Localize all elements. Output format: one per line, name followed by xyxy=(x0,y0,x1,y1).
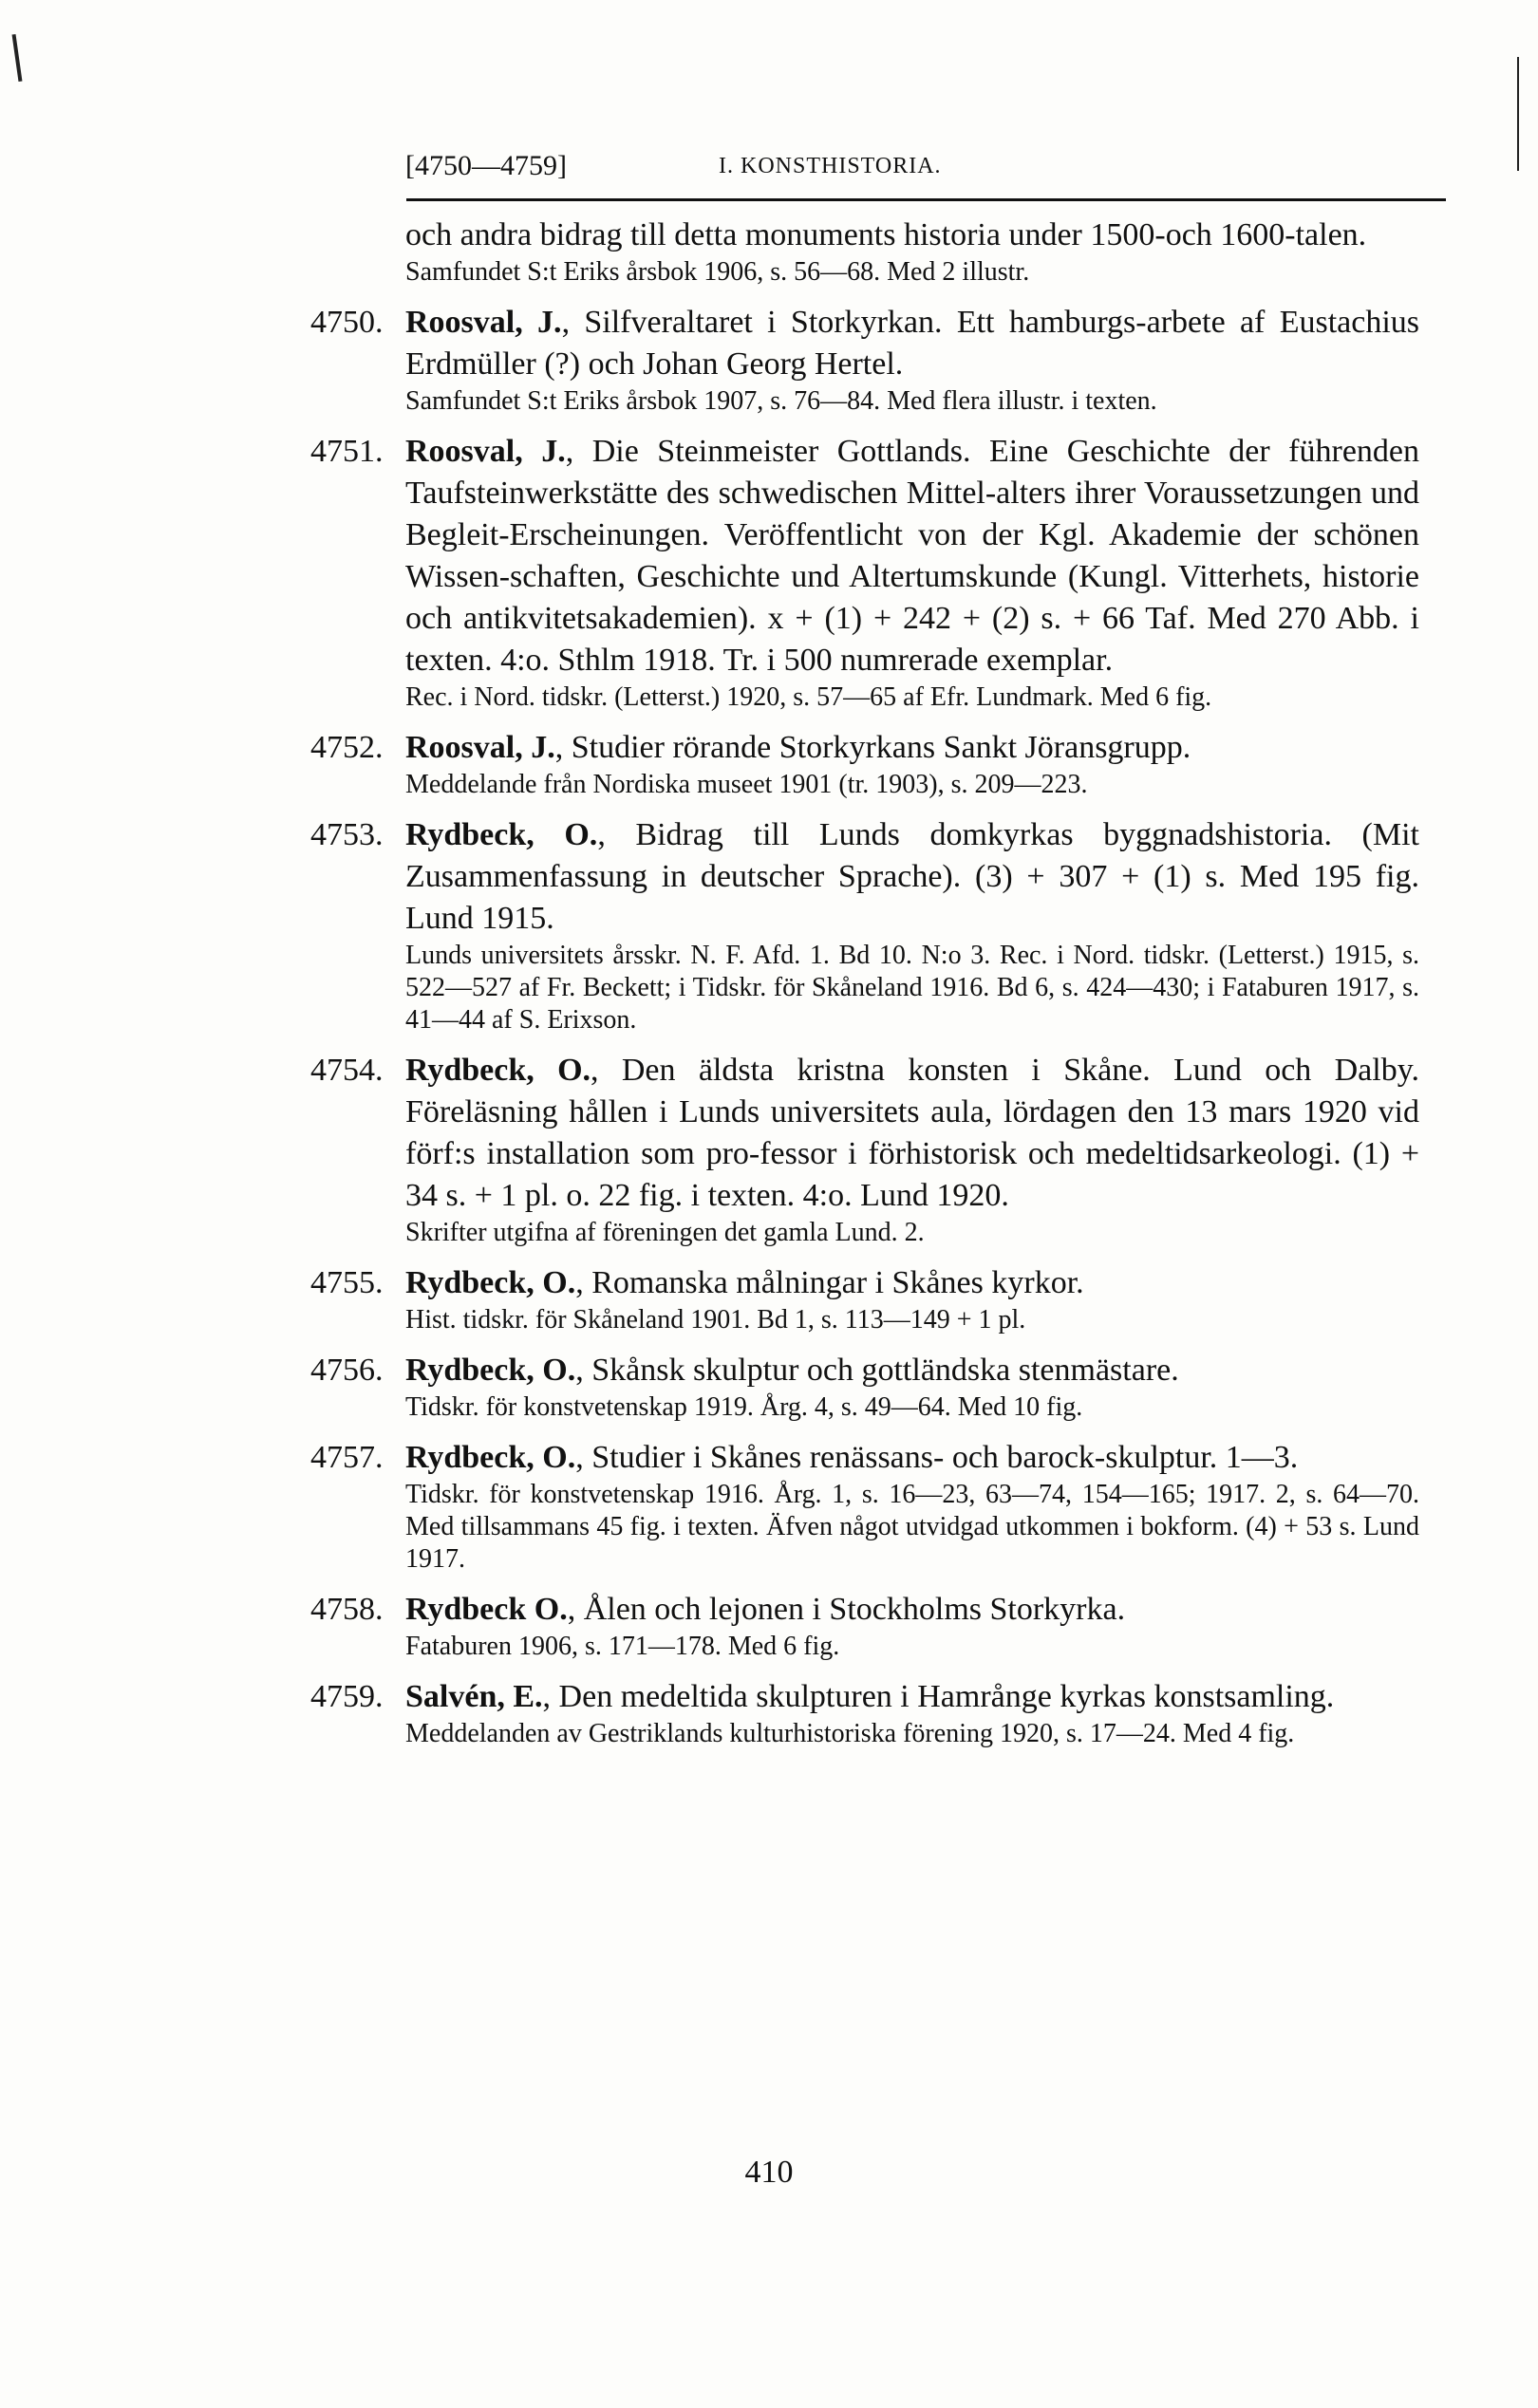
entry-author: Rydbeck O. xyxy=(405,1592,568,1627)
entry-author: Roosval, J. xyxy=(405,434,566,469)
entry-4759 xyxy=(310,1676,1419,1750)
entry-note: Tidskr. för konstvetenskap 1919. Årg. 4, s. 49—64. Med 10 fig. xyxy=(405,1392,1083,1422)
entry-note: Hist. tidskr. för Skåneland 1901. Bd 1, s. 113—149 + 1 pl. xyxy=(405,1305,1026,1335)
entry-title: , Romanska målningar i Skånes kyrkor. xyxy=(575,1265,1084,1300)
entry-note: Tidskr. för konstvetenskap 1916. Årg. 1, s. 16—23, 63—74, 154—165; 1917. 2, s. 64—70. Med tillsammans 45 fig. i texten. Äfven något utvidgad utkommen i bokform. (4) + 53 s. Lund 1917. xyxy=(405,1480,1419,1574)
entry-note: Lunds universitets årsskr. N. F. Afd. 1. Bd 10. N:o 3. Rec. i Nord. tidskr. (Letterst.) 1915, s. 522—527 af Fr. Beckett; i Tidskr. för Skåneland 1916. Bd 6, s. 424—430; i Fataburen 1917, s. 41—44 af S. Erixson. xyxy=(405,941,1419,1035)
bibliography-list xyxy=(310,215,1420,1764)
entry-4752 xyxy=(310,727,1419,801)
entry-title: , Skånsk skulptur och gottländska stenmästare. xyxy=(575,1353,1179,1388)
page-number: 410 xyxy=(744,2155,794,2190)
entry-number: 4754. xyxy=(310,1053,384,1088)
entry-range: [4750—4759] xyxy=(405,150,567,181)
entry-author: Rydbeck, O. xyxy=(405,1353,576,1388)
entry-title: , Den medeltida skulpturen i Hamrånge kyrkas konstsamling. xyxy=(542,1679,1335,1714)
entry-note: Skrifter utgifna af föreningen det gamla Lund. 2. xyxy=(405,1218,925,1247)
entry-title: , Ålen och lejonen i Stockholms Storkyrka. xyxy=(567,1592,1126,1627)
entry-number: 4755. xyxy=(310,1265,384,1300)
entry-4750 xyxy=(310,302,1420,418)
entry-title: , Bidrag till Lunds domkyrkas byggnadshistoria. (Mit Zusammenfassung in deutscher Sprache). (3) + 307 + (1) s. Med 195 fig. Lund 1915. xyxy=(405,817,1419,936)
entry-4758 xyxy=(310,1589,1419,1663)
entry-4755 xyxy=(310,1262,1419,1336)
entry-4754 xyxy=(310,1050,1419,1249)
entry-4757 xyxy=(310,1437,1419,1576)
header-rule xyxy=(406,198,1446,201)
entry-number: 4758. xyxy=(310,1592,384,1627)
entry-number: 4759. xyxy=(310,1679,384,1714)
entry-continuation xyxy=(405,215,1419,289)
running-header xyxy=(405,150,1450,192)
entry-author: Rydbeck, O. xyxy=(405,1053,591,1088)
entry-text: och andra bidrag till detta monuments historia under 1500-och 1600-talen. xyxy=(405,217,1367,252)
entry-author: Roosval, J. xyxy=(405,730,555,765)
entry-number: 4757. xyxy=(310,1440,384,1475)
entry-author: Salvén, E. xyxy=(405,1679,543,1714)
entry-title: , Studier i Skånes renässans- och barock-skulptur. 1—3. xyxy=(575,1440,1299,1475)
entry-note: Samfundet S:t Eriks årsbok 1907, s. 76—84. Med flera illustr. i texten. xyxy=(405,386,1157,416)
entry-title: , Studier rörande Storkyrkans Sankt Jöransgrupp. xyxy=(554,730,1191,765)
entry-note: Samfundet S:t Eriks årsbok 1906, s. 56—68. Med 2 illustr. xyxy=(405,257,1030,287)
entry-author: Rydbeck, O. xyxy=(405,1265,576,1300)
scan-edge-mark-right xyxy=(1517,57,1519,171)
entry-4753 xyxy=(310,814,1419,1036)
entry-note: Meddelande från Nordiska museet 1901 (tr. 1903), s. 209—223. xyxy=(405,770,1088,799)
entry-4756 xyxy=(310,1350,1419,1424)
entry-number: 4752. xyxy=(310,730,384,765)
entry-number: 4756. xyxy=(310,1353,384,1388)
entry-author: Roosval, J. xyxy=(405,305,562,340)
entry-number: 4753. xyxy=(310,817,384,852)
section-title: I. KONSTHISTORIA. xyxy=(719,154,942,178)
entry-title: , Den äldsta kristna konsten i Skåne. Lund och Dalby. Föreläsning hållen i Lunds universitets aula, lördagen den 13 mars 1920 vid förf:s installation som pro-fessor i förhistorisk och medeltidsarkeologi. (1) + 34 s. + 1 pl. o. 22 fig. i texten. 4:o. Lund 1920. xyxy=(405,1053,1419,1213)
entry-note: Fataburen 1906, s. 171—178. Med 6 fig. xyxy=(405,1632,840,1661)
entry-number: 4751. xyxy=(310,434,384,469)
entry-author: Rydbeck, O. xyxy=(405,1440,576,1475)
entry-title: , Silfveraltaret i Storkyrkan. Ett hamburgs-arbete af Eustachius Erdmüller (?) och Johan Georg Hertel. xyxy=(405,305,1420,382)
scan-edge-mark-left xyxy=(12,34,23,82)
entry-title: , Die Steinmeister Gottlands. Eine Geschichte der führenden Taufsteinwerkstätte des schwedischen Mittel-alters ihrer Voraussetzungen und Begleit-Erscheinungen. Veröffentlicht von der Kgl. Akademie der schönen Wissen-schaften, Geschichte und Altertumskunde (Kungl. Vitterhets, historie och antikvitetsakademien). x + (1) + 242 + (2) s. + 66 Taf. Med 270 Abb. i texten. 4:o. Sthlm 1918. Tr. i 500 numrerade exemplar. xyxy=(405,434,1420,678)
entry-note: Meddelanden av Gestriklands kulturhistoriska förening 1920, s. 17—24. Med 4 fig. xyxy=(405,1719,1295,1748)
entry-4751 xyxy=(310,431,1420,714)
entry-author: Rydbeck, O. xyxy=(405,817,598,852)
entry-number: 4750. xyxy=(310,305,384,340)
entry-note: Rec. i Nord. tidskr. (Letterst.) 1920, s. 57—65 af Efr. Lundmark. Med 6 fig. xyxy=(405,682,1212,712)
